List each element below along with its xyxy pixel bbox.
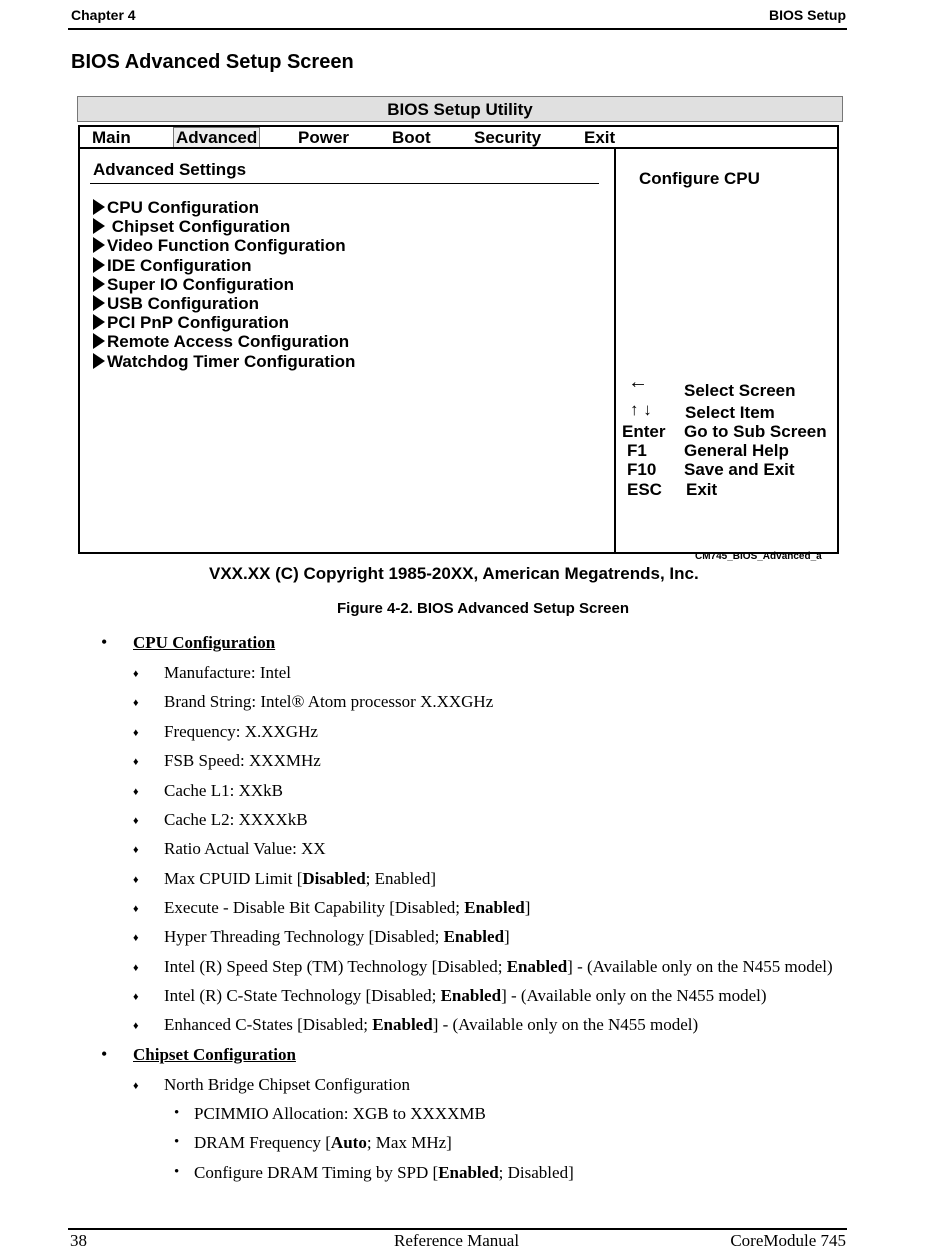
diamond-bullet: ♦: [133, 1020, 139, 1032]
chipset-subitem: Configure DRAM Timing by SPD [Enabled; Disabled]: [194, 1163, 574, 1182]
cpu-item: Frequency: X.XXGHz: [164, 722, 318, 741]
key-left-arrow: ←: [628, 371, 648, 393]
key-action-general-help: General Help: [684, 441, 789, 460]
menu-main: Main: [92, 128, 131, 147]
cpu-item: FSB Speed: XXXMHz: [164, 751, 321, 770]
diamond-bullet: ♦: [133, 844, 139, 856]
help-text: Configure CPU: [639, 169, 760, 188]
diamond-bullet: ♦: [133, 786, 139, 798]
bullet: •: [101, 1044, 108, 1064]
menu-power: Power: [298, 128, 350, 147]
triangle-right-icon: [93, 276, 105, 292]
bios-menu-bar: [78, 125, 839, 149]
bios-item-usb: USB Configuration: [93, 294, 259, 313]
diamond-bullet: ♦: [133, 1080, 139, 1092]
cpu-option: Execute - Disable Bit Capability [Disabled; Enabled]: [164, 898, 531, 917]
key-action-save-exit: Save and Exit: [684, 460, 795, 479]
key-esc: ESC: [627, 480, 662, 499]
bios-item-video: Video Function Configuration: [93, 236, 346, 255]
advanced-settings-title: Advanced Settings: [93, 160, 247, 179]
diamond-bullet: ♦: [133, 991, 139, 1003]
menu-advanced: Advanced: [173, 127, 260, 149]
advanced-settings-rule: [90, 183, 599, 184]
cpu-option: Enhanced C-States [Disabled; Enabled] - (Available only on the N455 model): [164, 1015, 699, 1034]
triangle-right-icon: [93, 199, 105, 215]
header-rule: [68, 28, 847, 30]
menu-security: Security: [474, 128, 542, 147]
figure-id: CM745_BIOS_Advanced_a: [695, 551, 822, 562]
key-f10: F10: [627, 460, 657, 479]
cpu-item: Manufacture: Intel: [164, 663, 291, 682]
diamond-bullet: ♦: [133, 874, 139, 886]
chipset-subitem: PCIMMIO Allocation: XGB to XXXXMB: [194, 1104, 486, 1123]
chipset-config-heading: Chipset Configuration: [133, 1045, 296, 1064]
cpu-option: Intel (R) Speed Step (TM) Technology [Disabled; Enabled] - (Available only on the N455 model): [164, 957, 833, 976]
key-action-sub-screen: Go to Sub Screen: [684, 422, 827, 441]
diamond-bullet: ♦: [133, 903, 139, 915]
bios-item-cpu: CPU Configuration: [93, 198, 259, 217]
key-action-exit: Exit: [686, 480, 718, 499]
dot-bullet: •: [174, 1105, 180, 1121]
footer-rule: [68, 1228, 847, 1230]
diamond-bullet: ♦: [133, 727, 139, 739]
bios-title-bar: BIOS Setup Utility: [77, 96, 843, 122]
cpu-item: Cache L1: XXkB: [164, 781, 283, 800]
cpu-option: Hyper Threading Technology [Disabled; Enabled]: [164, 927, 510, 946]
figure-caption: Figure 4-2. BIOS Advanced Setup Screen: [336, 600, 630, 617]
cpu-item: Brand String: Intel® Atom processor X.XXGHz: [164, 692, 494, 711]
bios-item-watchdog: Watchdog Timer Configuration: [93, 352, 355, 371]
diamond-bullet: ♦: [133, 932, 139, 944]
key-action-select-item: Select Item: [685, 403, 775, 422]
diamond-bullet: ♦: [133, 815, 139, 827]
diamond-bullet: ♦: [133, 668, 139, 680]
bios-copyright: VXX.XX (C) Copyright 1985-20XX, American Megatrends, Inc.: [209, 564, 699, 583]
triangle-right-icon: [93, 237, 105, 253]
footer-product-name: CoreModule 745: [730, 1231, 846, 1250]
running-header-section: BIOS Setup: [768, 7, 846, 23]
triangle-right-icon: [93, 333, 105, 349]
cpu-item: Cache L2: XXXXkB: [164, 810, 308, 829]
bios-item-chipset: Chipset Configuration: [93, 217, 290, 236]
diamond-bullet: ♦: [133, 756, 139, 768]
key-f1: F1: [627, 441, 647, 460]
triangle-right-icon: [93, 257, 105, 273]
bios-divider: [614, 149, 616, 552]
bios-item-superio: Super IO Configuration: [93, 275, 294, 294]
dot-bullet: •: [174, 1134, 180, 1150]
menu-exit: Exit: [584, 128, 616, 147]
chipset-subitem: DRAM Frequency [Auto; Max MHz]: [194, 1133, 452, 1152]
bios-item-pcipnp: PCI PnP Configuration: [93, 313, 289, 332]
page-number: 38: [70, 1231, 87, 1250]
triangle-right-icon: [93, 295, 105, 311]
footer-manual-title: Reference Manual: [394, 1231, 520, 1250]
menu-boot: Boot: [392, 128, 431, 147]
bullet: •: [101, 632, 108, 652]
cpu-option: Intel (R) C-State Technology [Disabled; Enabled] - (Available only on the N455 model): [164, 986, 767, 1005]
cpu-item: Ratio Actual Value: XX: [164, 839, 326, 858]
cpu-config-heading: CPU Configuration: [133, 633, 276, 652]
dot-bullet: •: [174, 1164, 180, 1180]
bios-item-ide: IDE Configuration: [93, 256, 251, 275]
triangle-right-icon: [93, 353, 105, 369]
cpu-option: Max CPUID Limit [Disabled; Enabled]: [164, 869, 436, 888]
triangle-right-icon: [93, 218, 105, 234]
section-title: BIOS Advanced Setup Screen: [71, 51, 354, 73]
key-up-down-arrows: ↑ ↓: [630, 400, 652, 419]
triangle-right-icon: [93, 314, 105, 330]
running-header-chapter: Chapter 4: [71, 7, 136, 23]
chipset-subheading: North Bridge Chipset Configuration: [164, 1075, 411, 1094]
diamond-bullet: ♦: [133, 697, 139, 709]
bios-item-remote: Remote Access Configuration: [93, 332, 349, 351]
key-action-select-screen: Select Screen: [684, 381, 796, 400]
diamond-bullet: ♦: [133, 962, 139, 974]
key-enter: Enter: [622, 422, 666, 441]
